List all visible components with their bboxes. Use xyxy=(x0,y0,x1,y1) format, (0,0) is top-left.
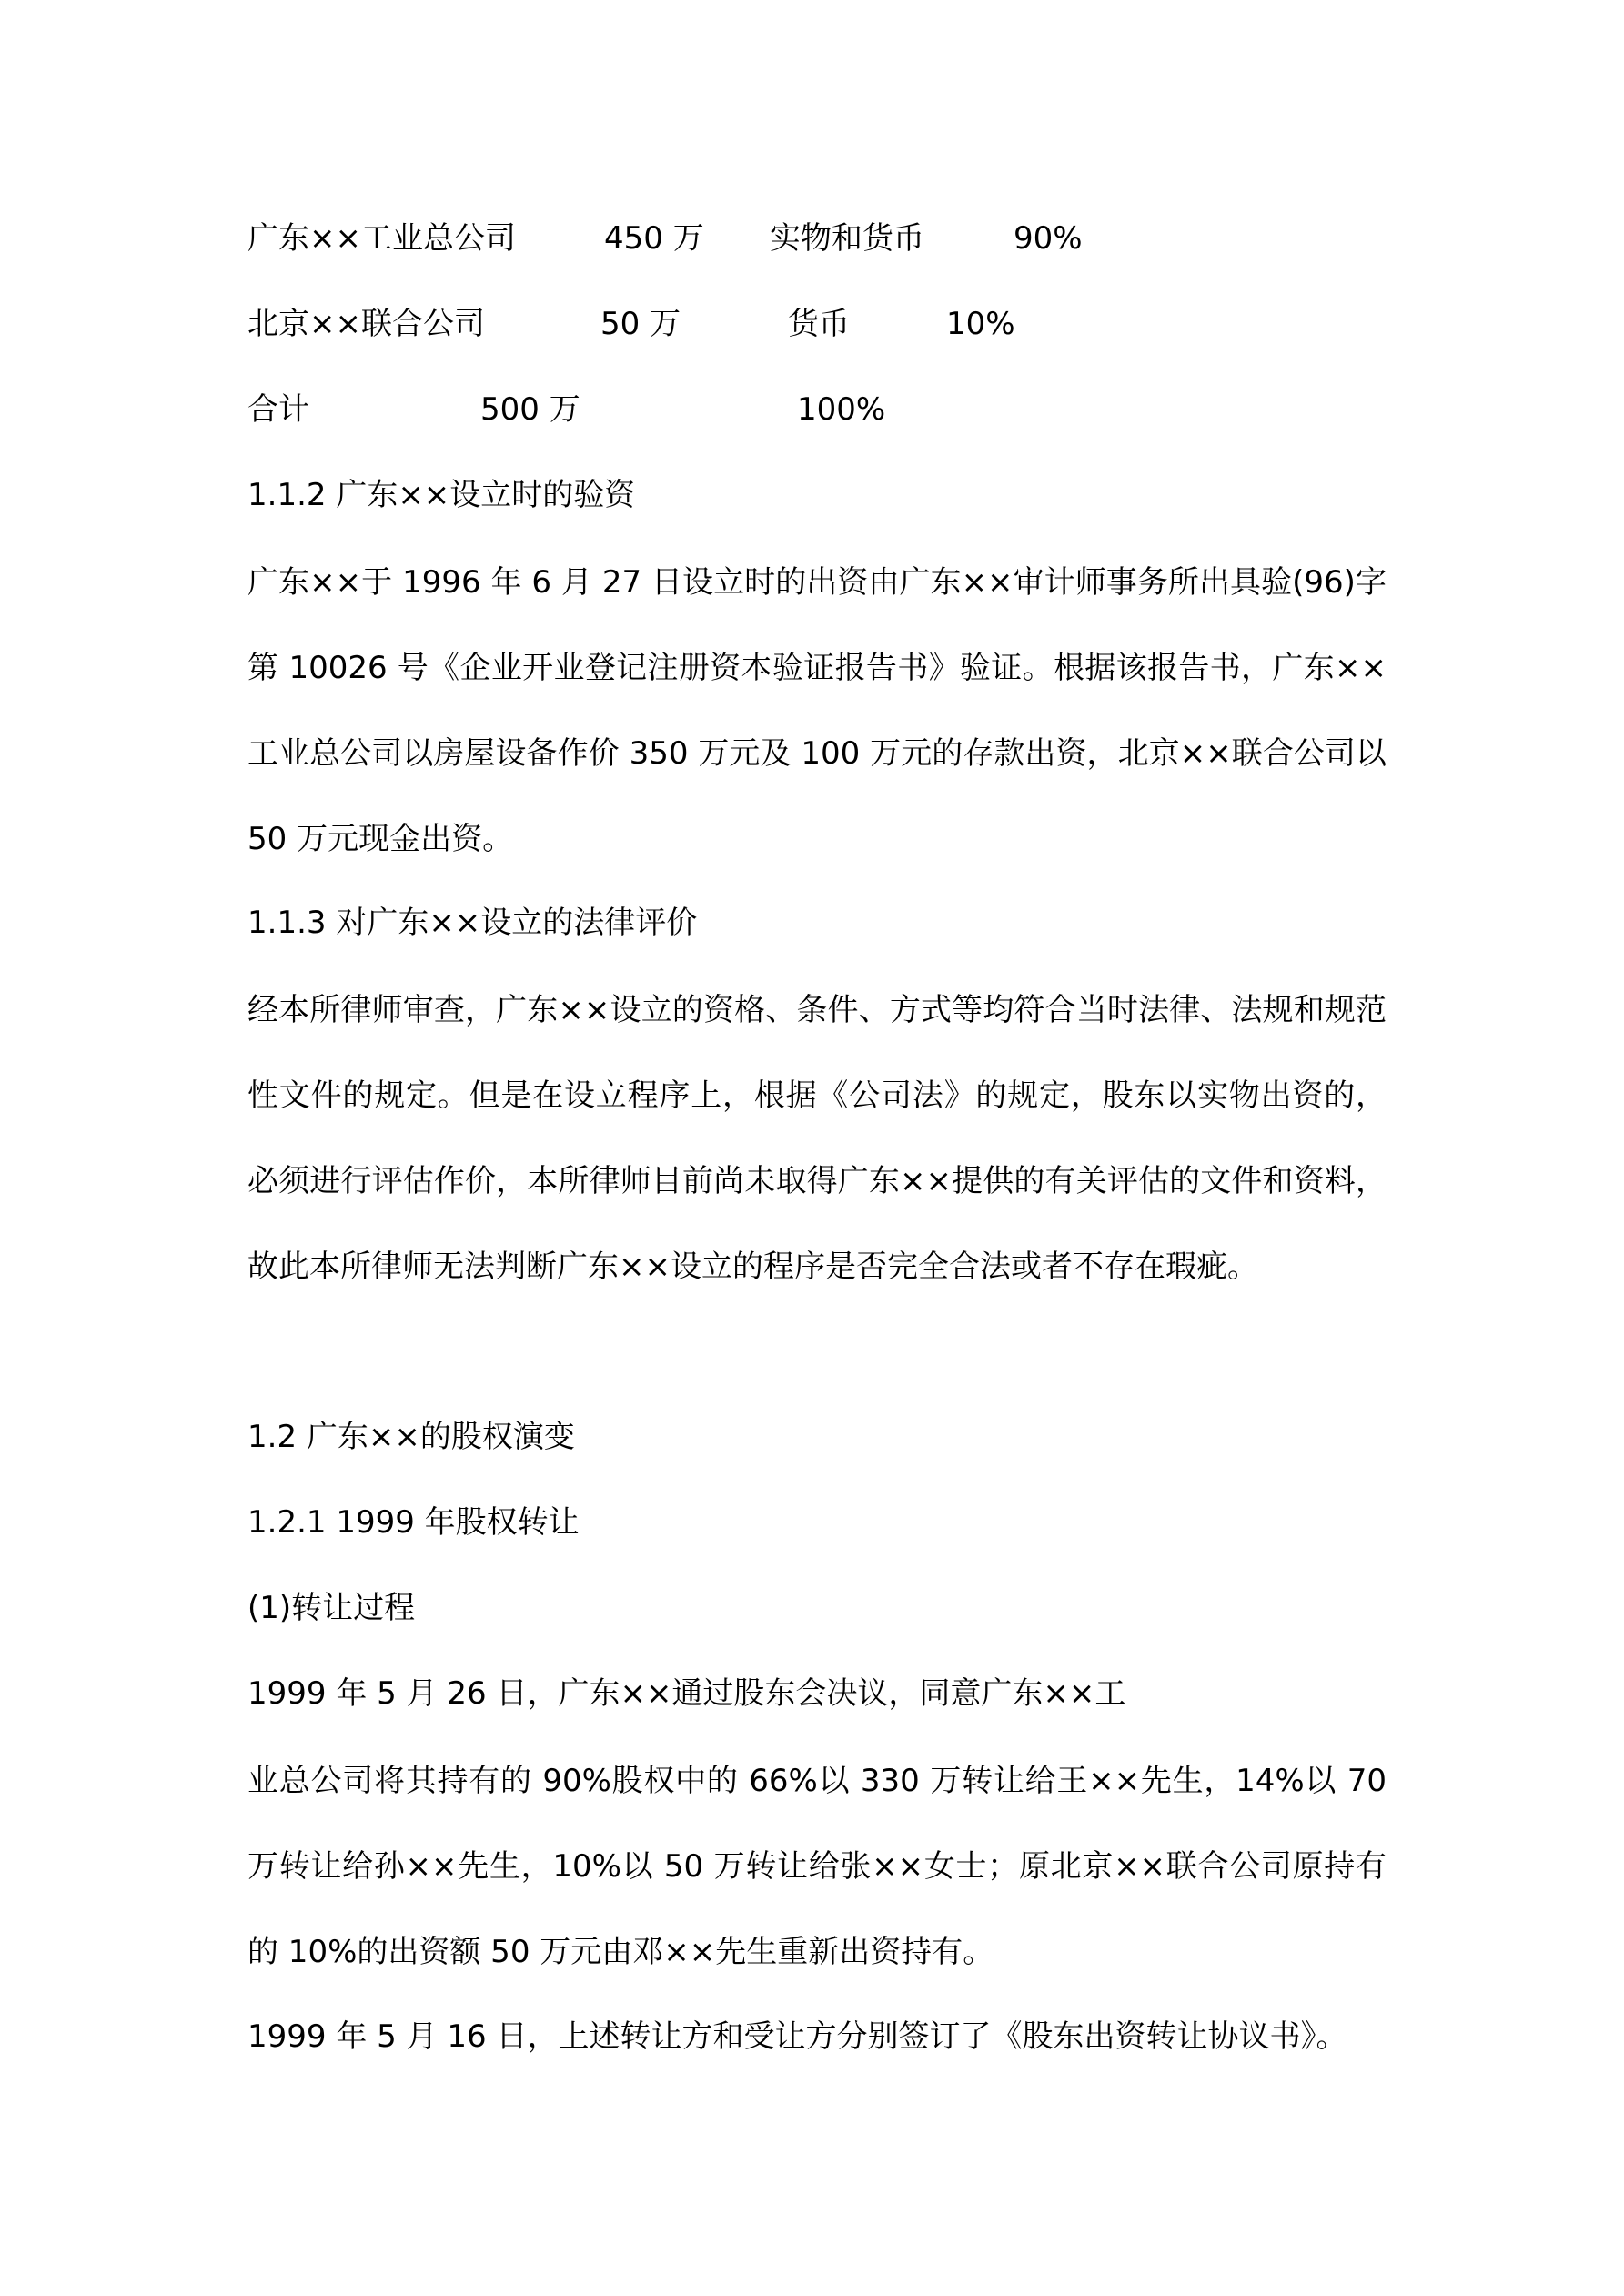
contribution-form: 货币 xyxy=(788,306,850,342)
ownership-ratio: 90% xyxy=(1014,220,1083,257)
shareholder-name: 广东××工业总公司 xyxy=(247,220,516,257)
agreement-line: 1999 年 5 月 16 日，上述转让方和受让方分别签订了《股东出资转让协议书》。 xyxy=(247,2018,1347,2055)
process-first-line: 1999 年 5 月 26 日，广东××通过股东会决议，同意广东××工 xyxy=(247,1675,1126,1712)
section-body-1-1-2: 广东××于 1996 年 6 月 27 日设立时的出资由广东××审计师事务所出具验(96)字第 10026 号《企业开业登记注册资本验证报告书》验证。根据该报告书，广东××工业总公司以房屋设备作价 350 万元及 100 万元的存款出资，北京××联合公司以 50 万元现金出资。 xyxy=(247,564,1387,857)
section-heading-1-2-1: 1.2.1 1999 年股权转让 xyxy=(247,1504,580,1541)
section-heading-1-2: 1.2 广东××的股权演变 xyxy=(247,1419,575,1455)
total-label: 合计 xyxy=(247,391,309,428)
contribution-amount: 450 万 xyxy=(604,220,704,257)
section-heading-1-1-3: 1.1.3 对广东××设立的法律评价 xyxy=(247,905,698,941)
ownership-ratio: 10% xyxy=(946,306,1015,342)
total-ratio: 100% xyxy=(797,391,886,428)
total-amount: 500 万 xyxy=(480,391,580,428)
subsection-heading-process: (1)转让过程 xyxy=(247,1590,416,1626)
process-body: 业总公司将其持有的 90%股权中的 66%以 330 万转让给王××先生，14%以 70 万转让给孙××先生，10%以 50 万转让给张××女士；原北京××联合公司原持有的 10%的出资额 50 万元由邓××先生重新出资持有。 xyxy=(247,1763,1387,1970)
contribution-form: 实物和货币 xyxy=(770,220,924,257)
section-body-1-1-3: 经本所律师审查，广东××设立的资格、条件、方式等均符合当时法律、法规和规范性文件的规定。但是在设立程序上，根据《公司法》的规定，股东以实物出资的，必须进行评估作价，本所律师目前尚未取得广东××提供的有关评估的文件和资料，故此本所律师无法判断广东××设立的程序是否完全合法或者不存在瑕疵。 xyxy=(247,992,1387,1285)
shareholder-name: 北京××联合公司 xyxy=(247,306,485,342)
section-heading-1-1-2: 1.1.2 广东××设立时的验资 xyxy=(247,477,636,513)
contribution-amount: 50 万 xyxy=(600,306,681,342)
